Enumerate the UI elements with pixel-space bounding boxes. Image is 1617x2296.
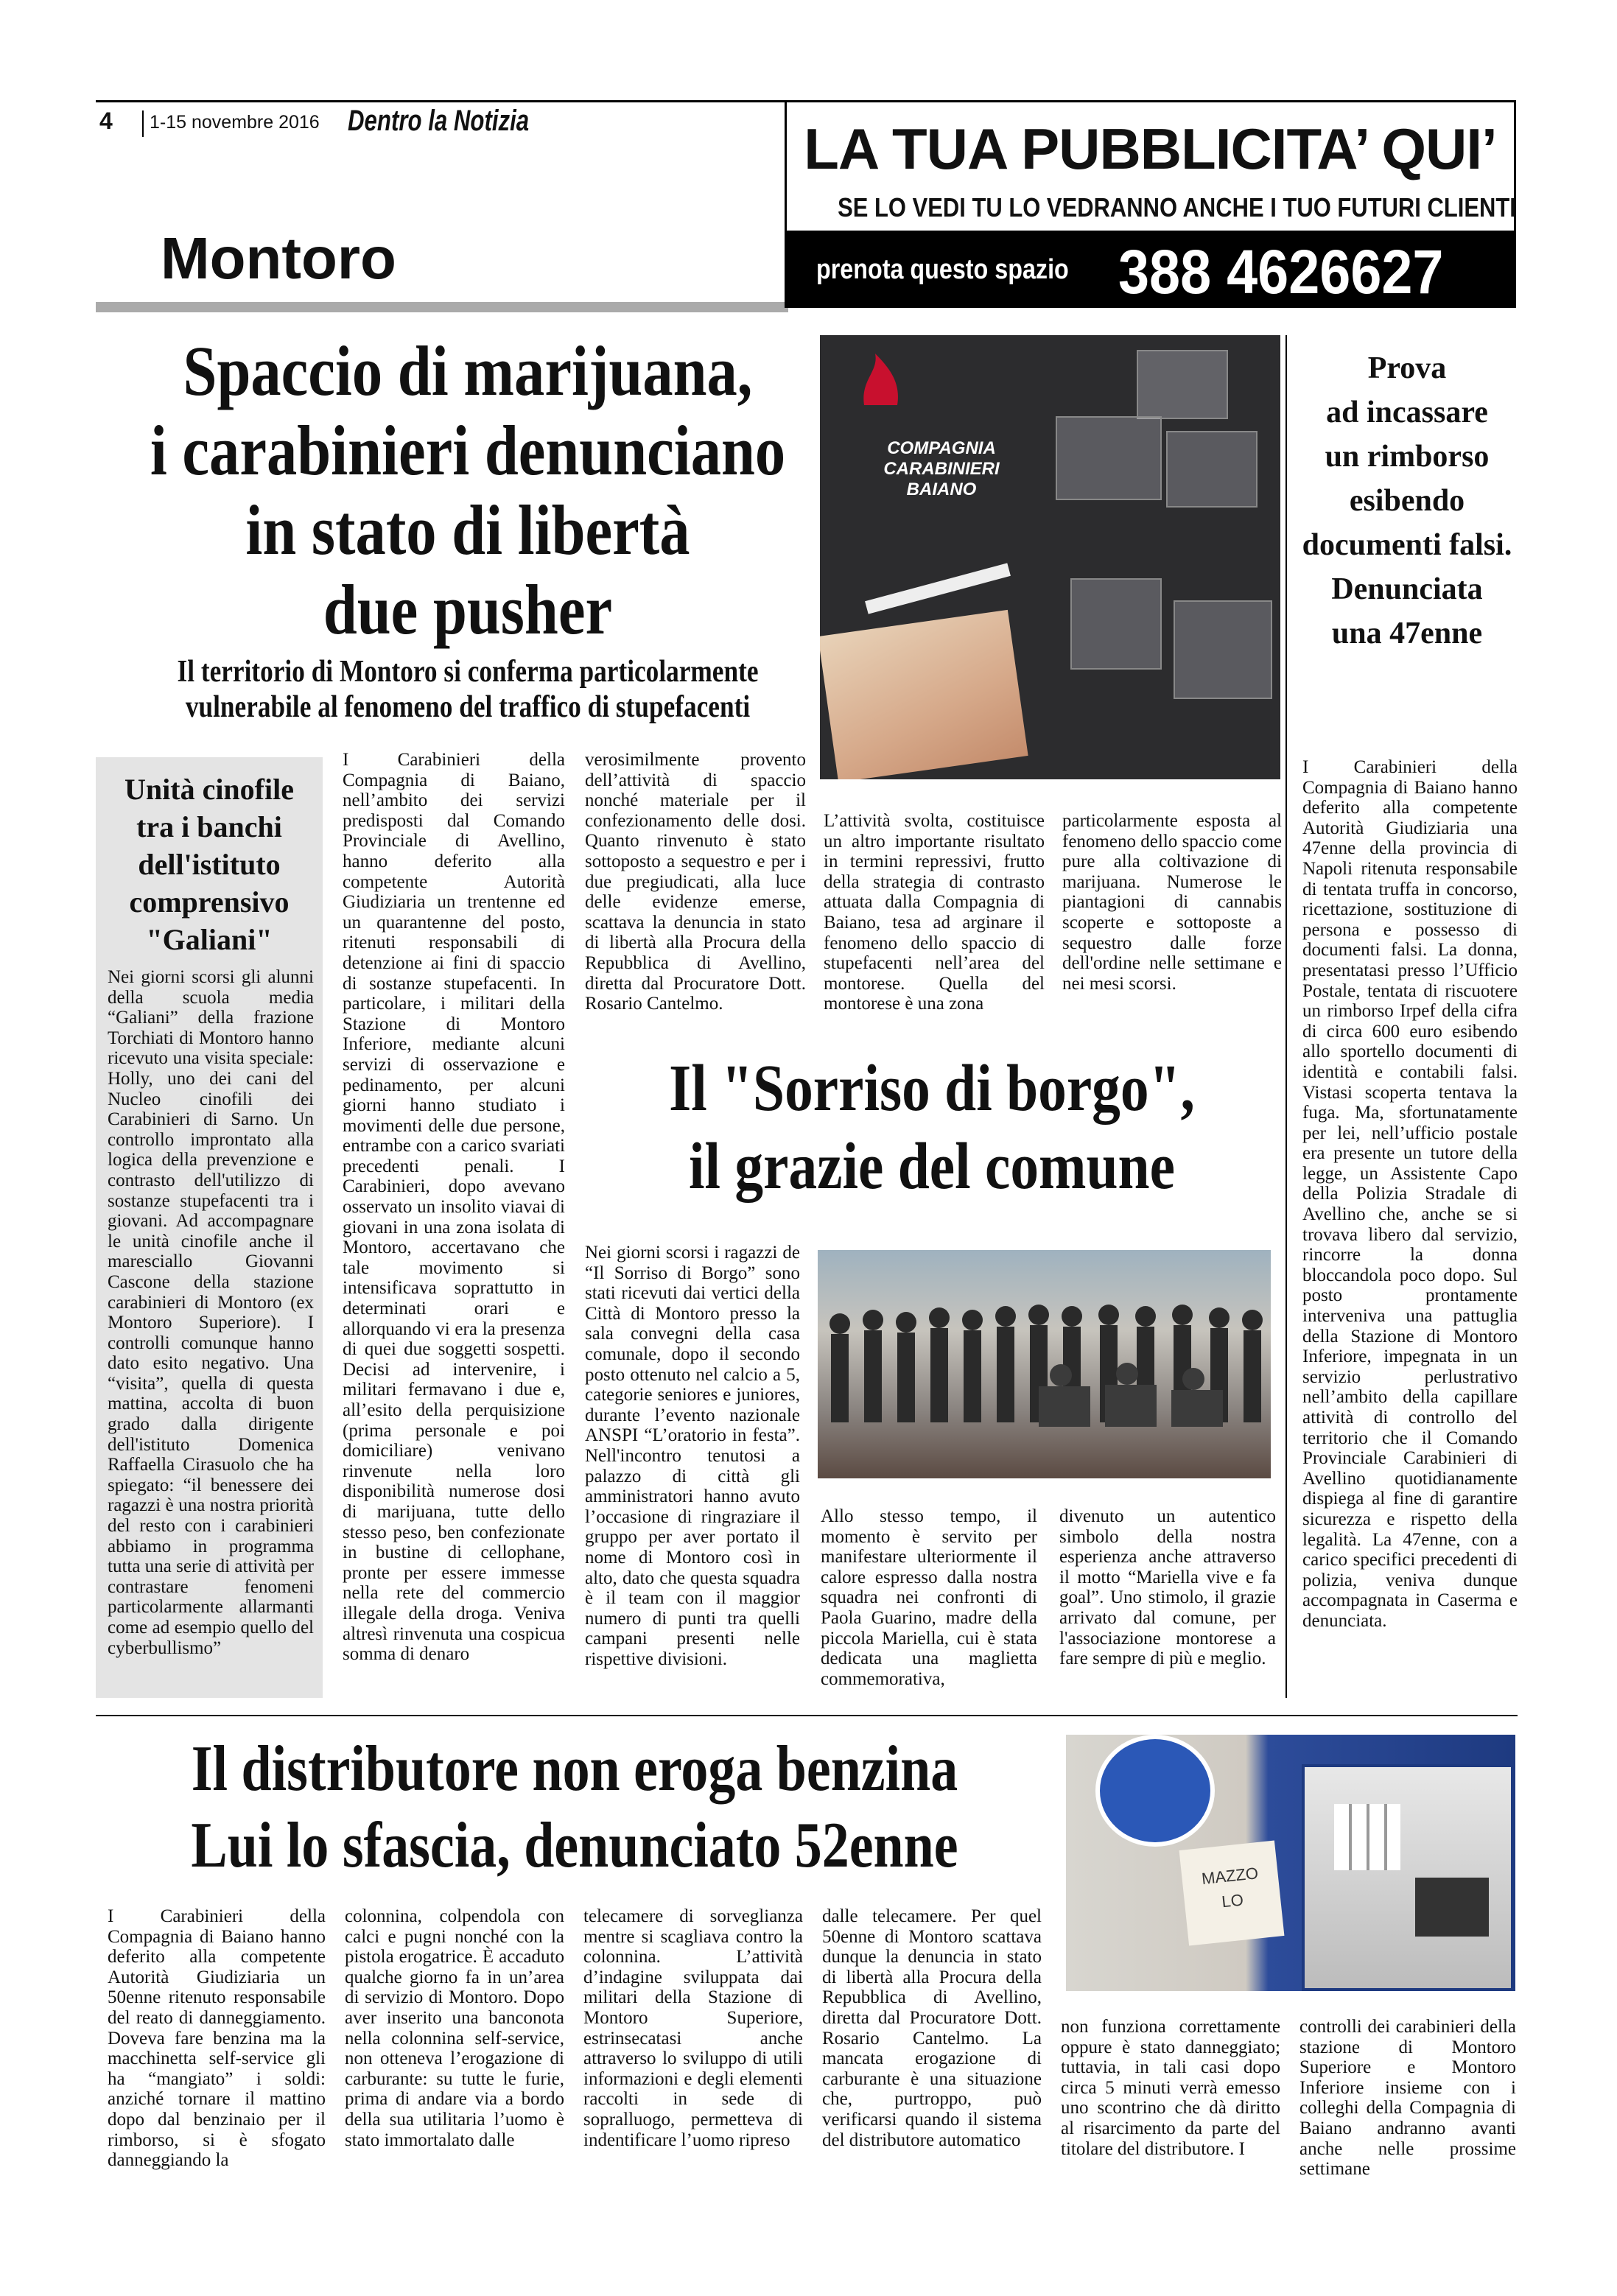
headline-line: ad incassare bbox=[1326, 396, 1488, 429]
article3-col4 bbox=[822, 1906, 1042, 2150]
article2-body: divenuto un autentico simbolo della nostra esperienza anche attraverso il motto “Mariella vive e fa goal”. Uno stimolo, il grazie arrivato dal comune, per l'associazione montorese a fare sempre di più e meglio. bbox=[1059, 1506, 1276, 1669]
article3-body: I Carabinieri della Compagnia di Baiano hanno deferito alla competente Autorità Giudiziaria un 50enne ritenuto responsabile del reato di danneggiamento. Doveva fare benzina ma la macchinetta self-service gli ha “mangiato” i soldi: anziché tornare il mattino dopo dal benzinaio per il rimborso, si è sfogato danneggiando la bbox=[108, 1906, 326, 2171]
photo-label-line: COMPAGNIA CARABINIERI bbox=[883, 438, 1000, 479]
headline-line: due pusher bbox=[323, 570, 613, 649]
article3-headline bbox=[96, 1731, 1053, 1884]
page-number: 4 bbox=[99, 108, 113, 134]
ad-banner bbox=[787, 231, 1514, 308]
headline-line: Spaccio di marijuana, bbox=[183, 331, 753, 410]
keypad-icon bbox=[1334, 1804, 1400, 1870]
headline-line: tra i banchi bbox=[136, 810, 282, 843]
sidebar-box bbox=[96, 757, 323, 1698]
section-title: Montoro bbox=[161, 225, 396, 291]
ad-title: LA TUA PUBBLICITA’ QUI’ bbox=[804, 116, 1497, 181]
bag-4 bbox=[1070, 578, 1162, 670]
headline-line: Denunciata bbox=[1331, 572, 1483, 606]
carabinieri-flame-icon bbox=[857, 350, 908, 409]
sign-text bbox=[1179, 1841, 1284, 1937]
drug-seizure-photo bbox=[820, 335, 1280, 779]
photo-label-line: BAIANO bbox=[906, 480, 977, 499]
headline-line: Unità cinofile bbox=[124, 773, 294, 806]
headline-line: una 47enne bbox=[1331, 617, 1483, 650]
bag-2 bbox=[1056, 416, 1162, 500]
article1-body: particolarmente esposta al fenomeno dello spaccio come pure alla coltivazione di marijuana. Numerose le piantagioni di cannabis scoperte e sottoposte a sequestro dalle forze dell'ordine nelle settimane e nei mesi scorsi. bbox=[1062, 811, 1282, 994]
article3-col5 bbox=[1061, 2017, 1280, 2159]
article-right-text bbox=[1302, 757, 1518, 1632]
article1-col4 bbox=[1062, 811, 1282, 994]
article2-body: Allo stesso tempo, il momento è servito per manifestare ulteriormente il calore espresso dalla nostra squadra nei confronti di Paola Guarino, madre della piccola Mariella, cui è stata dedicata una maglietta commemorativa, bbox=[821, 1506, 1037, 1689]
headline-line: un rimborso bbox=[1325, 440, 1490, 474]
headline-line: dell'istituto bbox=[138, 848, 281, 881]
headline-line: esibendo bbox=[1349, 484, 1465, 518]
headline-line: Lui lo sfascia, denunciato 52enne bbox=[191, 1810, 958, 1881]
article1-body: I Carabinieri della Compagnia di Baiano, nell’ambito dei servizi predisposti dal Comando Provinciale di Avellino, hanno deferito alla competente Autorità Giudiziaria un trentenne ed un quarantenne del posto, ritenuti responsabili di detenzione ai fini di spaccio di sostanze stupefacenti. In particolare, i militari della Stazione di Montoro Inferiore, mediante alcuni servizi di osservazione e pedinamento, per alcuni giorni hanno studiato i movimenti delle due persone, entrambe con a carico svariati precedenti penali. I Carabinieri, dopo avevano osservato un insolito viavai di giovani in una zona isolata di Montoro, accertavano che tale movimento si intensificava soprattutto in determinati orari e allorquando vi era la presenza di quei due soggetti sospetti. Decisi ad intervenire, i militari fermavano i due e, all’esito della perquisizione (prima personale e poi domiciliare) venivano rinvenute nella loro disponibilità numerose dosi di marijuana, tutte dello stesso peso, ben confezionate in bustine di cellophane, pronte per essere immesse nella rete del commercio illegale della droga. Veniva altresì rinvenuta una cospicua somma di denaro bbox=[343, 750, 565, 1665]
headline-line: in stato di libertà bbox=[245, 491, 690, 569]
team-group bbox=[818, 1279, 1271, 1478]
issue-date: 1-15 novembre 2016 bbox=[150, 112, 320, 133]
article3-col3 bbox=[583, 1906, 803, 2150]
right-column-rule bbox=[1285, 335, 1287, 1698]
bag-5 bbox=[1174, 600, 1272, 699]
pump-machine bbox=[1302, 1764, 1514, 1991]
headline-line: Il "Sorriso di borgo", bbox=[669, 1052, 1195, 1125]
subhead-line: vulnerabile al fenomeno del traffico di stupefacenti bbox=[185, 690, 751, 724]
headline-line: il grazie del comune bbox=[689, 1130, 1175, 1203]
photo-label bbox=[842, 438, 1041, 500]
article3-body: controlli dei carabinieri della stazione di Montoro Superiore e Montoro Inferiore insieme con i colleghi della Compagnia di Baiano andranno avanti anche nelle prossime settimane bbox=[1299, 2017, 1516, 2180]
article-right-body: I Carabinieri della Compagnia di Baiano hanno deferito alla competente Autorità Giudiziaria una 47enne della provincia di Napoli ritenuta responsabile di tentata truffa in concorso, ricettazione, sostituzione di persona e possesso di documenti falsi. La donna, presentatasi presso l’Ufficio Postale, tentata di riscuotere un rimborso Irpef della cifra di circa 600 euro esibendo allo sportello documenti di identità e contabili falsi. Vistasi scoperta tentava la fuga. Ma, sfortunatamente per lei, nell’ufficio postale era presente un tutore della legge, un Assistente Capo della Polizia Stradale di Avellino che, anche se si trovava libero dal servizio, rincorre la donna bloccandola poco dopo. Sul posto prontamente interveniva una pattuglia della Stazione di Montoro Inferiore, impegnata in un servizio perlustrativo nell’ambito della capillare attività di controllo del territorio che il Comando Provinciale Carabinieri di Avellino quotidianamente dispiega al fine di garantire sicurezza e rispetto della legalità. La 47enne, con a carico specifici precedenti di polizia, veniva dunque accompagnata in Caserma e denunciata. bbox=[1302, 757, 1518, 1631]
article3-body: non funziona correttamente oppure è stato danneggiato; tuttavia, in tali casi dopo circa 5 minuti verrà emesso uno scontrino che dà diritto al risarcimento da parte del titolare del distributore. I bbox=[1061, 2017, 1280, 2159]
article2-headline bbox=[582, 1050, 1282, 1206]
ad-subtitle: SE LO VEDI TU LO VEDRANNO ANCHE I TUO FUTURI CLIENTI bbox=[838, 192, 1516, 222]
article3-body: colonnina, colpendola con calci e pugni nonché con la pistola erogatrice. È accaduto qualche giorno fa in un’area di servizio di Montoro. Dopo aver inserito una banconota nella colonnina self-service, non otteneva l’erogazione di carburante: su tutte le furie, prima di andare via a bordo della sua utilitaria l’uomo è stato immortalato dalle bbox=[345, 1906, 564, 2150]
headline-line: i carabinieri denunciano bbox=[150, 411, 786, 490]
headline-line: Il distributore non eroga benzina bbox=[191, 1733, 958, 1805]
handwritten-sign bbox=[1179, 1841, 1285, 1946]
headline-line: Prova bbox=[1367, 351, 1447, 385]
article3-body: telecamere di sorveglianza mentre si scagliava contro la colonnina. L’attività d’indagine sviluppata dai militari della Stazione di Montoro Superiore, estrinsecatasi anche attraverso lo sviluppo di utili informazioni e degli elementi raccolti in sede di sopralluogo, permetteva di indentificare l’uomo ripreso bbox=[583, 1906, 803, 2150]
sign-line: MAZZO bbox=[1200, 1864, 1260, 1889]
article2-col1 bbox=[585, 1243, 800, 1669]
rolling-paper bbox=[865, 563, 1011, 614]
article2-col2 bbox=[821, 1506, 1037, 1689]
article-right-headline bbox=[1297, 346, 1518, 656]
sidebar-headline bbox=[96, 770, 323, 958]
banknote-slot-icon bbox=[1415, 1878, 1489, 1937]
masthead: Dentro la Notizia bbox=[348, 105, 530, 137]
esso-logo-icon bbox=[1095, 1735, 1215, 1847]
ad-cta: prenota questo spazio bbox=[816, 254, 1069, 285]
headline-line: documenti falsi. bbox=[1302, 528, 1512, 562]
header-divider bbox=[142, 110, 144, 137]
article2-body: Nei giorni scorsi i ragazzi de “Il Sorriso di Borgo” sono stati ricevuti dai vertici della Città di Montoro presso la sala convegni della casa comunale, dopo il secondo posto ottenuto nel calcio a 5, categorie seniores e juniores, durante l’evento nazionale ANSPI “L’oratorio in festa”. Nell'incontro tenutosi a palazzo di città gli amministratori hanno avuto l’occasione di ringraziare il gruppo per aver portato il nome di Montoro così in alto, dato che questa squadra è il team con il maggior numero di punti tra quelli campani presenti nelle rispettive divisioni. bbox=[585, 1243, 800, 1669]
sidebar-body: Nei giorni scorsi gli alunni della scuola media “Galiani” della frazione Torchiati di Montoro hanno ricevuto una visita speciale: Holly, uno dei cani del Nucleo cinofili dei Carabinieri di Sarno. Un controllo improntato alla logica della prevenzione e contrasto dell'utilizzo di sostanze stupefacenti tra i giovani. Ad accompagnare le unità cinofile anche il maresciallo Giovanni Cascone della stazione carabinieri di Montoro (ex Montoro Superiore). I controlli comunque hanno dato esito negativo. Una “visita”, quella di questa mattina, accolta di buon grado dalla dirigente dell'istituto Domenica Raffaella Cirasuolo che ha spiegato: “il benessere dei ragazzi è una nostra priorità del resto con i carabinieri abbiamo in programma tutta una serie di attività per contrastare fenomeni particolarmente allarmanti come ad esempio quello del cyberbullismo” bbox=[108, 967, 314, 1658]
article3-body: dalle telecamere. Per quel 50enne di Montoro scattava dunque la denuncia in stato di libertà alla Procura della Repubblica di Avellino, diretta dal Procuratore Dott. Rosario Cantelmo. La mancata erogazione di carburante è una situazione che, purtroppo, può verificarsi quando il sistema del distributore automatico bbox=[822, 1906, 1042, 2150]
bottom-section-rule bbox=[96, 1715, 1518, 1716]
article1-subhead bbox=[96, 654, 840, 725]
bag-1 bbox=[1137, 350, 1228, 419]
article3-col2 bbox=[345, 1906, 564, 2150]
sidebar-text bbox=[108, 967, 314, 1658]
article1-body: verosimilmente provento dell’attività di spaccio nonché materiale per il confezionamento delle dosi. Quanto rinvenuto è stato sottoposto a sequestro e per i due pregiudicati, alla luce delle evidenze emerse, scattava la denuncia in stato di libertà alla Procura della Repubblica di Avellino, diretta dal Procuratore Dott. Rosario Cantelmo. bbox=[585, 750, 806, 1014]
article1-col1 bbox=[343, 750, 565, 1665]
article2-col3 bbox=[1059, 1506, 1276, 1669]
article3-col6 bbox=[1299, 2017, 1516, 2180]
fuel-pump-photo bbox=[1066, 1735, 1515, 1991]
headline-line: "Galiani" bbox=[146, 923, 273, 956]
article1-headline bbox=[96, 331, 840, 650]
ad-phone[interactable]: 388 4626627 bbox=[1118, 237, 1444, 306]
top-rule bbox=[96, 100, 788, 102]
subhead-line: Il territorio di Montoro si conferma particolarmente bbox=[177, 655, 759, 689]
article3-col1 bbox=[108, 1906, 326, 2171]
banknotes bbox=[820, 610, 1028, 779]
team-photo bbox=[818, 1250, 1271, 1478]
bag-3 bbox=[1166, 431, 1258, 508]
ad-box[interactable] bbox=[785, 100, 1516, 308]
article1-col3 bbox=[824, 811, 1045, 1014]
sign-line: LO bbox=[1221, 1890, 1244, 1911]
section-rule bbox=[96, 302, 788, 312]
article1-col2 bbox=[585, 750, 806, 1014]
headline-line: comprensivo bbox=[129, 885, 290, 919]
article1-body: L’attività svolta, costituisce un altro importante risultato in termini repressivi, frutto della strategia di contrasto attuata dalla Compagnia di Baiano, tesa ad arginare il fenomeno dello spaccio di stupefacenti nell’area del montorese. Quella del montorese è una zona bbox=[824, 811, 1045, 1014]
